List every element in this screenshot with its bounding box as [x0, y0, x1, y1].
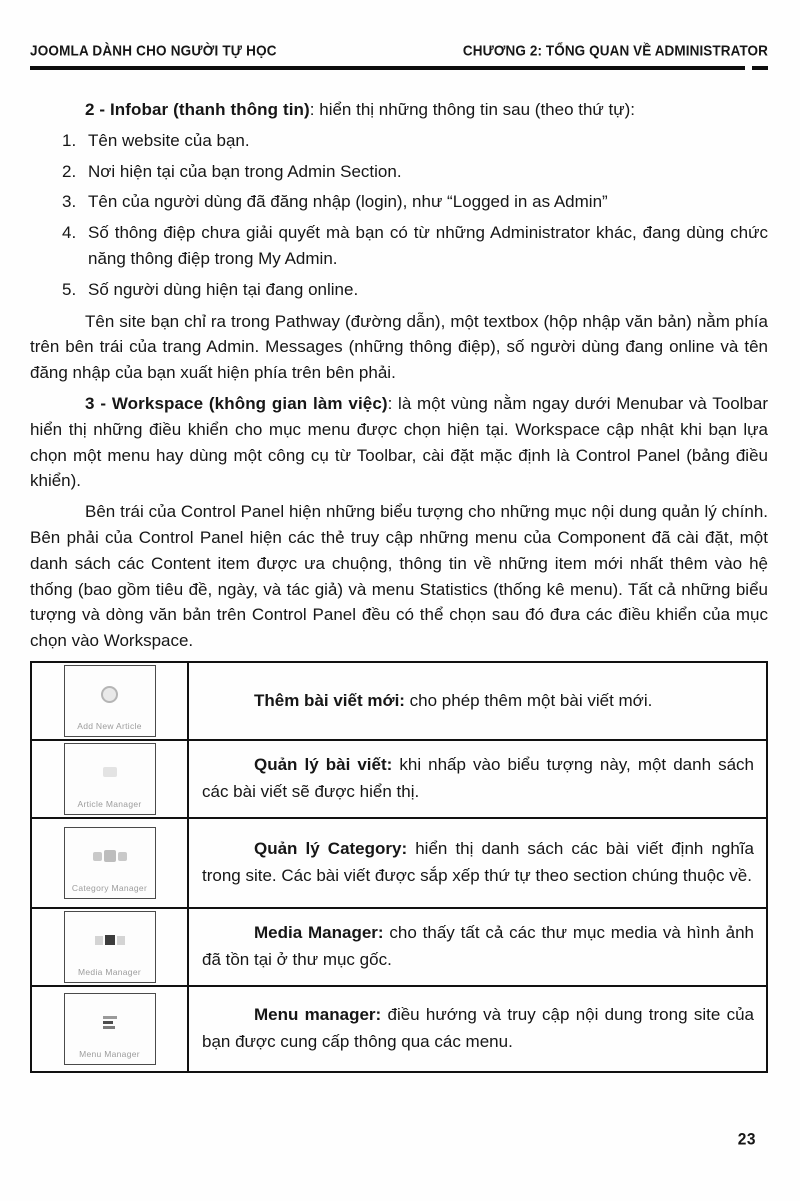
paragraph-workspace [30, 391, 768, 494]
icon-caption: Article Manager [77, 799, 142, 810]
icon-cell [32, 819, 189, 907]
description-cell [189, 819, 766, 907]
row-description: hiển thị danh sách các bài viết định nghĩa trong site. Các bài viết được sắp xếp thứ tự theo section chúng thuộc về. [202, 839, 754, 885]
table-row [32, 663, 766, 739]
table-row [32, 817, 766, 907]
list-item-number: 2. [62, 161, 77, 181]
row-description: cho thấy tất cả các thư mục media và hình ảnh đã tồn tại ở thư mục gốc. [202, 923, 754, 969]
table-row [32, 907, 766, 985]
list-item-text: Tên của người dùng đã đăng nhập (login), như “Logged in as Admin” [88, 192, 608, 212]
icon-cell [32, 741, 189, 817]
description-cell [189, 741, 766, 817]
paragraph-pathway: Tên site bạn chỉ ra trong Pathway (đường dẫn), một textbox (hộp nhập văn bản) nằm phía trên bên trái của trang Admin. Messages (những thông điệp), số người dùng đang online và tên đăng nhập của bạn xuất hiện phía trên bên phải. [30, 311, 768, 383]
header-rule [30, 66, 768, 70]
description-cell [189, 987, 766, 1071]
add-new-article-icon [101, 686, 118, 703]
paragraph-control-panel: Bên trái của Control Panel hiện những biểu tượng cho những mục nội dung quản lý chính. Bên phải của Control Panel hiện các thẻ truy cập những menu của Component đã cài đặt, một danh sách các Content item được ưa chuộng, thông tin về những item mới nhất thêm vào hệ thống (bao gồm tiêu đề, ngày, và tác giả) và menu Statistics (thống kê menu). Tất cả những biểu tượng và dòng văn bản trên Control Panel đều có thể chọn sau đó đưa các điều khiển của mục chọn vào Workspace. [30, 502, 768, 651]
header-rule-line [30, 66, 745, 70]
workspace-rest: : là một vùng nằm ngay dưới Menubar và Toolbar hiển thị những điều khiển cho mục menu được chọn hiện tại. Workspace cập nhật khi bạn lựa chọn một menu hay dùng một công cụ từ Toolbar, cài đặt mặc định là Control Panel (bảng điều khiển). [30, 393, 768, 491]
list-item-text: Số người dùng hiện tại đang online. [88, 279, 359, 299]
row-term: Quản lý bài viết: [254, 755, 393, 775]
body-text [30, 97, 768, 1073]
icon-caption: Media Manager [78, 967, 141, 978]
category-manager-icon-box [64, 827, 156, 899]
media-manager-icon-box [64, 911, 156, 983]
description-cell [189, 909, 766, 985]
row-term: Quản lý Category: [254, 839, 408, 859]
list-item [30, 220, 768, 272]
list-item-text: Số thông điệp chưa giải quyết mà bạn có từ những Administrator khác, đang dùng chức năng thông điệp trong My Admin. [88, 223, 768, 268]
running-head [30, 42, 768, 59]
menu-manager-icon [103, 1016, 117, 1029]
add-new-article-icon-box [64, 665, 156, 737]
list-item [30, 159, 768, 185]
menu-manager-icon-box [64, 993, 156, 1065]
infobar-rest: : hiển thị những thông tin sau (theo thứ tự): [309, 100, 636, 119]
list-item [30, 189, 768, 215]
infobar-lead: 2 - Infobar (thanh thông tin) [85, 100, 310, 119]
workspace-lead: 3 - Workspace (không gian làm việc) [85, 393, 388, 413]
row-description: điều hướng và truy cập nội dung trong site của bạn được cung cấp thông qua các menu. [202, 1005, 754, 1051]
icon-cell [32, 663, 189, 739]
list-item-number: 3. [62, 192, 77, 212]
category-manager-icon [93, 850, 127, 862]
row-term: Thêm bài viết mới: [254, 690, 405, 710]
list-item [30, 128, 768, 154]
description-cell [189, 663, 766, 739]
icon-cell [32, 909, 189, 985]
running-head-left: JOOMLA DÀNH CHO NGƯỜI TỰ HỌC [30, 42, 277, 59]
infobar-list [30, 128, 768, 303]
list-item-number: 1. [62, 130, 77, 150]
row-term: Menu manager: [254, 1005, 382, 1025]
icon-caption: Add New Article [77, 721, 142, 732]
media-manager-icon [95, 935, 125, 945]
row-description: khi nhấp vào biểu tượng này, một danh sách các bài viết sẽ được hiển thị. [202, 755, 754, 801]
list-item-number: 5. [62, 279, 77, 299]
control-panel-icons-table [30, 661, 768, 1073]
row-description: cho phép thêm một bài viết mới. [404, 690, 653, 710]
article-manager-icon [103, 767, 117, 777]
paragraph-infobar [30, 97, 768, 123]
page-number: 23 [737, 1130, 756, 1149]
running-head-right: CHƯƠNG 2: TỔNG QUAN VỀ ADMINISTRATOR [462, 42, 768, 59]
row-term: Media Manager: [254, 923, 384, 943]
table-row [32, 985, 766, 1071]
list-item-text: Nơi hiện tại của bạn trong Admin Section. [88, 161, 402, 181]
list-item-text: Tên website của bạn. [88, 130, 250, 150]
list-item [30, 277, 768, 303]
header-rule-dash [752, 66, 768, 70]
article-manager-icon-box [64, 743, 156, 815]
list-item-number: 4. [62, 223, 77, 243]
icon-caption: Menu Manager [79, 1049, 140, 1060]
icon-caption: Category Manager [71, 883, 148, 894]
table-row [32, 739, 766, 817]
icon-cell [32, 987, 189, 1071]
